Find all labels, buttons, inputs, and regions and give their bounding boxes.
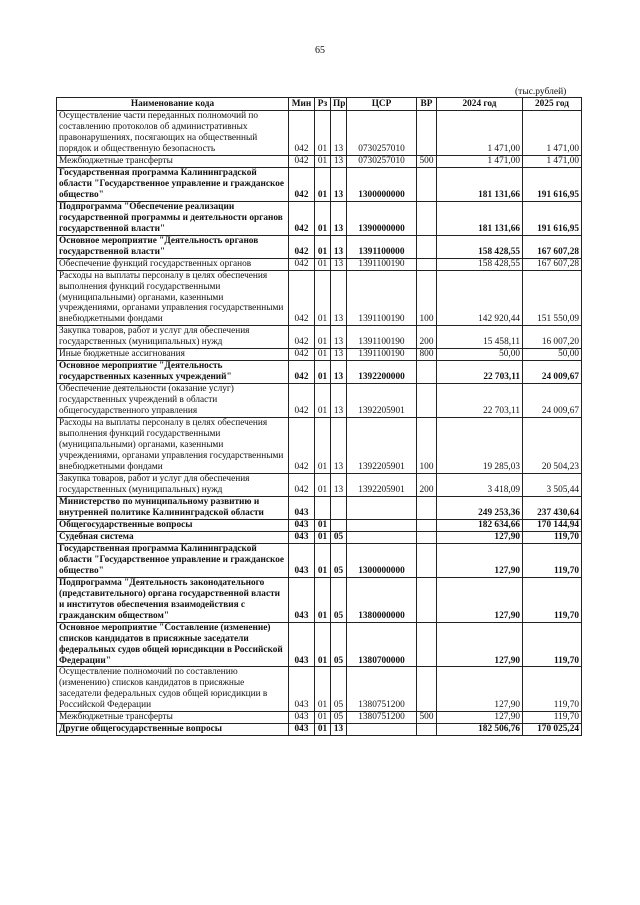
row-rz: 01 [315, 326, 331, 349]
row-vr [417, 111, 437, 156]
row-2024: 158 428,55 [437, 235, 523, 258]
row-name: Осуществление полномочий по составлению (изменению) списков кандидатов в присяжные заседатели федеральных судов общей юрисдикции в Российской Федерации [57, 667, 289, 712]
row-2025: 237 430,64 [523, 496, 582, 519]
row-vr [417, 235, 437, 258]
row-2024: 182 634,66 [437, 519, 523, 531]
header-rz: Рз [315, 98, 331, 111]
table-row [57, 496, 582, 519]
table-row [57, 724, 582, 736]
row-vr [417, 577, 437, 622]
row-pr: 05 [331, 712, 347, 724]
row-csr [347, 496, 417, 519]
row-2024: 142 920,44 [437, 270, 523, 326]
units-note: (тыс.рублей) [515, 87, 567, 97]
row-vr [417, 496, 437, 519]
table-row [57, 622, 582, 667]
row-rz: 01 [315, 361, 331, 384]
row-min: 042 [289, 155, 315, 167]
row-pr [331, 496, 347, 519]
row-min: 042 [289, 361, 315, 384]
row-name: Министерство по муниципальному развитию и внутренней политике Калининградской области [57, 496, 289, 519]
header-name: Наименование кода [57, 98, 289, 111]
row-name: Расходы на выплаты персоналу в целях обеспечения выполнения функций государственными (муниципальными) органами, казенными учреждениями, органами управления государственными внебюджетными фондами [57, 418, 289, 474]
row-2025: 191 616,95 [523, 201, 582, 235]
row-vr [417, 531, 437, 543]
row-rz: 01 [315, 270, 331, 326]
row-2024: 127,90 [437, 622, 523, 667]
table-row [57, 384, 582, 418]
row-pr: 13 [331, 384, 347, 418]
row-pr [331, 519, 347, 531]
row-min: 043 [289, 543, 315, 577]
row-name: Общегосударственные вопросы [57, 519, 289, 531]
row-rz: 01 [315, 235, 331, 258]
row-csr: 1390000000 [347, 201, 417, 235]
row-name: Основное мероприятие "Деятельность государственных казенных учреждений" [57, 361, 289, 384]
row-csr: 1380751200 [347, 712, 417, 724]
header-min: Мин [289, 98, 315, 111]
header-pr: Пр [331, 98, 347, 111]
table-row [57, 577, 582, 622]
row-2024: 127,90 [437, 577, 523, 622]
row-2024: 19 285,03 [437, 418, 523, 474]
row-2025: 119,70 [523, 622, 582, 667]
row-name: Расходы на выплаты персоналу в целях обеспечения выполнения функций государственными (муниципальными) органами, казенными учреждениями, органами управления государственными внебюджетными фондами [57, 270, 289, 326]
row-rz: 01 [315, 622, 331, 667]
row-name: Государственная программа Калининградской области "Государственное управление и гражданское общество" [57, 167, 289, 201]
row-vr [417, 667, 437, 712]
row-pr: 13 [331, 270, 347, 326]
row-name: Основное мероприятие "Деятельность органов государственной власти" [57, 235, 289, 258]
row-name: Государственная программа Калининградской области "Государственное управление и гражданское общество" [57, 543, 289, 577]
row-min: 042 [289, 258, 315, 270]
row-name: Осуществление части переданных полномочий по составлению протоколов об административных правонарушениях, посягающих на общественный порядок и общественную безопасность [57, 111, 289, 156]
table-body [57, 111, 582, 736]
row-vr [417, 543, 437, 577]
row-2024: 1 471,00 [437, 111, 523, 156]
table-row [57, 418, 582, 474]
row-2024: 127,90 [437, 667, 523, 712]
row-pr: 13 [331, 474, 347, 497]
row-pr: 05 [331, 543, 347, 577]
row-name: Межбюджетные трансферты [57, 712, 289, 724]
row-pr: 13 [331, 418, 347, 474]
row-pr: 13 [331, 326, 347, 349]
row-2024: 22 703,11 [437, 361, 523, 384]
row-min: 042 [289, 418, 315, 474]
row-vr: 100 [417, 270, 437, 326]
row-rz: 01 [315, 724, 331, 736]
row-rz: 01 [315, 155, 331, 167]
row-vr: 100 [417, 418, 437, 474]
row-min: 042 [289, 349, 315, 361]
row-name: Судебная система [57, 531, 289, 543]
row-pr: 13 [331, 258, 347, 270]
row-csr: 1392205901 [347, 474, 417, 497]
row-pr: 13 [331, 235, 347, 258]
row-name: Подпрограмма "Деятельность законодательного (представительного) органа государственной власти и институтов обеспечения взаимодействия с гражданским обществом" [57, 577, 289, 622]
table-row [57, 349, 582, 361]
row-2025: 3 505,44 [523, 474, 582, 497]
row-name: Основное мероприятие "Составление (изменение) списков кандидатов в присяжные заседатели федеральных судов общей юрисдикции в Российской Федерации" [57, 622, 289, 667]
row-csr [347, 724, 417, 736]
row-name: Обеспечение деятельности (оказание услуг) государственных учреждений в области общегосударственного управления [57, 384, 289, 418]
row-2024: 3 418,09 [437, 474, 523, 497]
row-2025: 119,70 [523, 543, 582, 577]
row-min: 043 [289, 531, 315, 543]
row-2025: 119,70 [523, 712, 582, 724]
row-2024: 127,90 [437, 543, 523, 577]
row-csr: 1380751200 [347, 667, 417, 712]
row-vr [417, 519, 437, 531]
row-min: 043 [289, 519, 315, 531]
row-rz: 01 [315, 418, 331, 474]
row-rz: 01 [315, 349, 331, 361]
row-rz: 01 [315, 531, 331, 543]
row-rz: 01 [315, 543, 331, 577]
row-min: 042 [289, 270, 315, 326]
row-2025: 119,70 [523, 531, 582, 543]
row-min: 042 [289, 326, 315, 349]
row-rz: 01 [315, 474, 331, 497]
row-2024: 127,90 [437, 531, 523, 543]
row-vr [417, 622, 437, 667]
row-2025: 1 471,00 [523, 155, 582, 167]
row-rz: 01 [315, 384, 331, 418]
row-vr [417, 384, 437, 418]
row-min: 042 [289, 111, 315, 156]
table-row [57, 531, 582, 543]
row-min: 043 [289, 622, 315, 667]
header-vr: ВР [417, 98, 437, 111]
row-2025: 16 007,20 [523, 326, 582, 349]
row-pr: 13 [331, 724, 347, 736]
row-min: 043 [289, 667, 315, 712]
row-pr: 05 [331, 622, 347, 667]
row-2024: 182 506,76 [437, 724, 523, 736]
row-vr: 800 [417, 349, 437, 361]
header-row [57, 98, 582, 111]
row-csr: 1391100190 [347, 258, 417, 270]
table-row [57, 201, 582, 235]
row-csr: 1380000000 [347, 577, 417, 622]
row-2024: 50,00 [437, 349, 523, 361]
row-vr [417, 724, 437, 736]
row-2025: 1 471,00 [523, 111, 582, 156]
row-2025: 167 607,28 [523, 235, 582, 258]
row-csr: 1391100190 [347, 326, 417, 349]
row-pr: 05 [331, 667, 347, 712]
row-min: 043 [289, 496, 315, 519]
row-2024: 249 253,36 [437, 496, 523, 519]
row-rz: 01 [315, 519, 331, 531]
row-rz [315, 496, 331, 519]
row-csr: 1392205901 [347, 418, 417, 474]
row-min: 043 [289, 724, 315, 736]
table-row [57, 167, 582, 201]
row-pr: 05 [331, 531, 347, 543]
table-row [57, 361, 582, 384]
table-row [57, 519, 582, 531]
row-2025: 119,70 [523, 577, 582, 622]
row-csr: 1392205901 [347, 384, 417, 418]
row-2025: 151 550,09 [523, 270, 582, 326]
row-csr: 1300000000 [347, 167, 417, 201]
row-csr: 1392200000 [347, 361, 417, 384]
row-name: Иные бюджетные ассигнования [57, 349, 289, 361]
row-2025: 170 144,94 [523, 519, 582, 531]
row-rz: 01 [315, 201, 331, 235]
row-name: Межбюджетные трансферты [57, 155, 289, 167]
row-rz: 01 [315, 577, 331, 622]
row-2024: 15 458,11 [437, 326, 523, 349]
row-pr: 13 [331, 111, 347, 156]
row-2025: 24 009,67 [523, 384, 582, 418]
table-row [57, 543, 582, 577]
header-2024: 2024 год [437, 98, 523, 111]
table-row [57, 258, 582, 270]
table-row [57, 326, 582, 349]
row-csr: 0730257010 [347, 111, 417, 156]
row-2024: 1 471,00 [437, 155, 523, 167]
row-min: 043 [289, 712, 315, 724]
table-row [57, 712, 582, 724]
row-pr: 13 [331, 349, 347, 361]
row-vr: 500 [417, 712, 437, 724]
row-vr [417, 258, 437, 270]
row-rz: 01 [315, 712, 331, 724]
row-csr: 1391100190 [347, 349, 417, 361]
row-csr: 0730257010 [347, 155, 417, 167]
row-pr: 05 [331, 577, 347, 622]
row-min: 042 [289, 235, 315, 258]
row-csr: 1391100000 [347, 235, 417, 258]
table-row [57, 270, 582, 326]
budget-table [56, 97, 582, 736]
row-2025: 50,00 [523, 349, 582, 361]
row-2024: 181 131,66 [437, 201, 523, 235]
row-vr: 500 [417, 155, 437, 167]
row-min: 042 [289, 474, 315, 497]
row-2025: 191 616,95 [523, 167, 582, 201]
row-csr: 1300000000 [347, 543, 417, 577]
row-min: 043 [289, 577, 315, 622]
row-pr: 13 [331, 167, 347, 201]
row-csr: 1391100190 [347, 270, 417, 326]
row-2024: 158 428,55 [437, 258, 523, 270]
header-2025: 2025 год [523, 98, 582, 111]
row-2025: 20 504,23 [523, 418, 582, 474]
row-rz: 01 [315, 258, 331, 270]
header-csr: ЦСР [347, 98, 417, 111]
row-pr: 13 [331, 361, 347, 384]
row-rz: 01 [315, 667, 331, 712]
row-vr [417, 167, 437, 201]
table-row [57, 235, 582, 258]
table-row [57, 155, 582, 167]
row-pr: 13 [331, 155, 347, 167]
row-2025: 167 607,28 [523, 258, 582, 270]
row-min: 042 [289, 384, 315, 418]
row-vr [417, 201, 437, 235]
row-name: Закупка товаров, работ и услуг для обеспечения государственных (муниципальных) нужд [57, 474, 289, 497]
row-vr: 200 [417, 326, 437, 349]
row-min: 042 [289, 167, 315, 201]
row-csr: 1380700000 [347, 622, 417, 667]
row-2024: 127,90 [437, 712, 523, 724]
row-vr [417, 361, 437, 384]
row-csr [347, 519, 417, 531]
table-row [57, 474, 582, 497]
row-pr: 13 [331, 201, 347, 235]
table-row [57, 667, 582, 712]
row-rz: 01 [315, 167, 331, 201]
row-2025: 119,70 [523, 667, 582, 712]
row-2025: 24 009,67 [523, 361, 582, 384]
table-row [57, 111, 582, 156]
row-name: Закупка товаров, работ и услуг для обеспечения государственных (муниципальных) нужд [57, 326, 289, 349]
row-name: Обеспечение функций государственных органов [57, 258, 289, 270]
row-vr: 200 [417, 474, 437, 497]
row-csr [347, 531, 417, 543]
row-min: 042 [289, 201, 315, 235]
row-rz: 01 [315, 111, 331, 156]
row-name: Подпрограмма "Обеспечение реализации государственной программы и деятельности органов государственной власти" [57, 201, 289, 235]
row-2024: 22 703,11 [437, 384, 523, 418]
page-number: 65 [315, 45, 325, 56]
row-name: Другие общегосударственные вопросы [57, 724, 289, 736]
row-2024: 181 131,66 [437, 167, 523, 201]
row-2025: 170 025,24 [523, 724, 582, 736]
